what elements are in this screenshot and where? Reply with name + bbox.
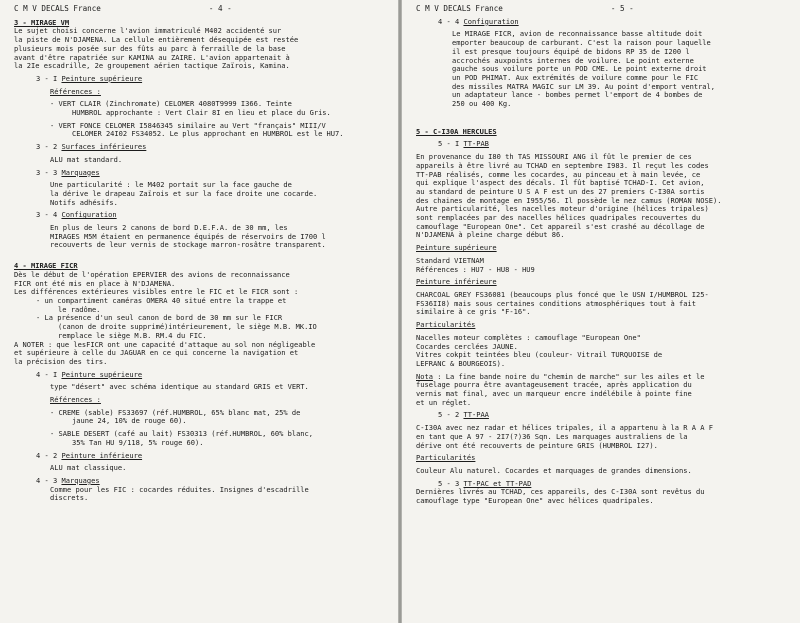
reference-item: - VERT FONCE CELOMER I5846345 similaire au Vert "français" MIII/V CELOMER 24I02 FS34052. Le plus approchant en HUMBROL est le HU7. <box>50 120 344 139</box>
peinture-inferieure-heading: Peinture inférieure <box>416 277 497 287</box>
right-page <box>402 0 800 623</box>
header-code: C M V DECALS France <box>14 4 101 13</box>
page-header <box>416 5 788 14</box>
paragraph: Références : HU7 - HU8 - HU9 <box>416 264 535 274</box>
paragraph: Dernières livrés au TCHAD, ces appareils, des C-I30A sont revêtus du camouflage type "European One" avec hélices quadripales. <box>416 487 705 506</box>
paragraph: type "désert" avec schéma identique au standard GRIS et VERT. <box>50 382 309 392</box>
subsection-3-3: 3 - 3 Marquages <box>36 167 100 177</box>
paragraph: En provenance du I80 th TAS MISSOURI ANG il fût le premier de ces appareils à être livré au TCHAD en septembre I983. Il reçut les codes TT-PAB réalisés, comme les cocardes, au pinceau et à main levée, ce qui explique l'aspect des décals. Il fût baptisé TCHAD-I. Cet avion, au standard de peinture U S A F est un des 27 premiers C-I30A sortis des chaines de montage en I955/56. Il possède le nez camus (ROMAN NOSE). Autre particularité, les nacelles moteur d'origine (hélices tripales) sont remplacées par des nacelles hélices quadripales recouvertes du camouflage "European One". Cet appareil s'est crashé au décollage de N'DJAMENA à pleine charge début 86. <box>416 152 722 240</box>
subsection-5-1: 5 - I TT-PAB <box>438 139 489 149</box>
references-label: Références : <box>50 86 101 96</box>
reference-item: - VERT CLAIR (Zinchromate) CELOMER 4080T9999 I366. Teinte HUMBROL approchante : Vert Clair 8I en lieu et place du Gris. <box>50 99 331 118</box>
subsection-3-1: 3 - I Peinture supérieure <box>36 73 143 83</box>
nota-paragraph: Nota : La fine bande noire du "chemin de marche" sur les ailes et le fuselage pourra être avantageusement tracée, après application du vernis mat final, avec un marqueur encre indélébile à pointe fine et un réglet. <box>416 371 705 407</box>
particularites-heading: Particularités <box>416 453 476 463</box>
paragraph: Standard VIETNAM <box>416 255 484 265</box>
left-page <box>0 0 398 623</box>
subsection-3-4: 3 - 4 Configuration <box>36 210 117 220</box>
paragraph: CHARCOAL GREY FS36081 (beaucoups plus foncé que le USN I/HUMBROL I25- FS36II8) mais sous certaines conditions atmosphériques tout à fait similaire à ce gris "F-16". <box>416 289 709 317</box>
section-hercules: 5 - C-I30A HERCULES <box>416 126 497 136</box>
subsection-5-3: 5 - 3 TT-PAC et TT-PAD <box>438 478 532 488</box>
mirage-ficr-intro: Dès le début de l'opération EPERVIER des avions de reconnaissance FICR ont été mis en place à N'DJAMENA. Les différences extérieures visibles entre le FIC et le FICR sont : <box>14 269 299 297</box>
reference-item: - SABLE DESERT (café au lait) FS30313 (réf.HUMBROL, 60% blanc, 35% Tan HU 9/118, 5% rouge 60). <box>50 429 314 447</box>
paragraph: En plus de leurs 2 canons de bord D.E.F.A. de 30 mm, les MIRAGES M5M étaient en permanence équipés de réservoirs de I700 l recouverts de leur vernis de stockage marron-rosâtre transparent. <box>50 223 326 250</box>
section-mirage-vm: 3 - MIRAGE VM <box>14 17 70 27</box>
paragraph: Comme pour les FIC : cocardes réduites. Insignes d'escadrille discrets. <box>50 484 309 503</box>
bullet-item: - La présence d'un seul canon de bord de 30 mm sur le FICR (canon de droite supprimé)intérieurement, le siège M.B. MK.IO remplace le siège M.B. RM.4 du FIC. <box>36 313 317 340</box>
subsection-3-2: 3 - 2 Surfaces inférieures <box>36 142 147 152</box>
subsection-4-2: 4 - 2 Peinture inférieure <box>36 450 143 460</box>
subsection-4-4: 4 - 4 Configuration <box>438 16 519 26</box>
page-number: - 4 - <box>208 4 232 13</box>
paragraph: Couleur Alu naturel. Cocardes et marquages de grandes dimensions. <box>416 465 692 475</box>
paragraph: C-I30A avec nez radar et hélices tripales, il a appartenu à la R A A F en tant que A 97 - 2I7(?)36 Sqn. Les marquages australiens de la dérive ont été recouverts de peinture GRIS (HUMBROL I27). <box>416 423 713 450</box>
paragraph: Le MIRAGE FICR, avion de reconnaissance basse altitude doit emporter beaucoup de carburant. C'est la raison pour laquelle il est presque toujours équipé de bidons RP 35 de I200 l accrochés auxpoints internes de voilure. Le point externe gauche sous voilure porte un POD CME. Le point externe droit un POD PHIMAT. Aux extrémités de voilure comme pour le FIC des missiles MATRA MAGIC sur LM 39. Au point d'emport ventral, un adaptateur lance - bombes permet l'emport de 4 bombes de 250 ou 400 Kg. <box>452 29 716 109</box>
page-number: - 5 - <box>610 4 634 13</box>
section-mirage-ficr: 4 - MIRAGE FICR <box>14 261 78 271</box>
references-label: Références : <box>50 395 101 405</box>
note-paragraph: A NOTER : que lesFICR ont une capacité d'attaque au sol non négligeable et supérieure à celle du JAGUAR en ce qui concerne la navigation et la précision des tirs. <box>14 339 316 366</box>
mirage-vm-intro: Le sujet choisi concerne l'avion immatriculé M402 accidenté sur la piste de N'DJAMENA. La cellule entièrement désequipée est restée plusieurs mois posée sur des fûts au parc à ferraille de la base avant d'être rapatriée sur KAMINA au ZAIRE. L'avion appartenait à la 2Ie escadrille, 2e groupement aérien tactique Zaïrois, Kamina. <box>14 26 299 71</box>
paragraph: Nacelles moteur complètes : camouflage "European One" Cocardes cerclées JAUNE. Vitres cokpit teintées bleu (couleur- Vitrail TURQUOISE de LEFRANC & BOURGEOIS). <box>416 332 663 368</box>
page-header <box>14 5 386 14</box>
bullet-item: - un compartiment caméras OMERA 40 situé entre la trappe et le radôme. <box>36 295 287 314</box>
peinture-superieure-heading: Peinture supérieure <box>416 243 497 253</box>
subsection-4-1: 4 - I Peinture supérieure <box>36 369 143 379</box>
header-code: C M V DECALS France <box>416 4 503 13</box>
subsection-5-2: 5 - 2 TT-PAA <box>438 410 489 420</box>
paragraph: ALU mat classique. <box>50 463 127 473</box>
particularites-heading: Particularités <box>416 320 476 330</box>
reference-item: - CREME (sable) FS33697 (réf.HUMBROL, 65% blanc mat, 25% de jaune 24, 10% de rouge 60). <box>50 407 301 426</box>
paragraph: ALU mat standard. <box>50 154 123 164</box>
paragraph: Une particularité : le M402 portait sur la face gauche de la dérive le drapeau Zaïrois et sur la face droite une cocarde. Notifs adhésifs. <box>50 180 318 207</box>
subsection-4-3: 4 - 3 Marquages <box>36 475 100 485</box>
nota-label: Nota <box>416 371 433 381</box>
